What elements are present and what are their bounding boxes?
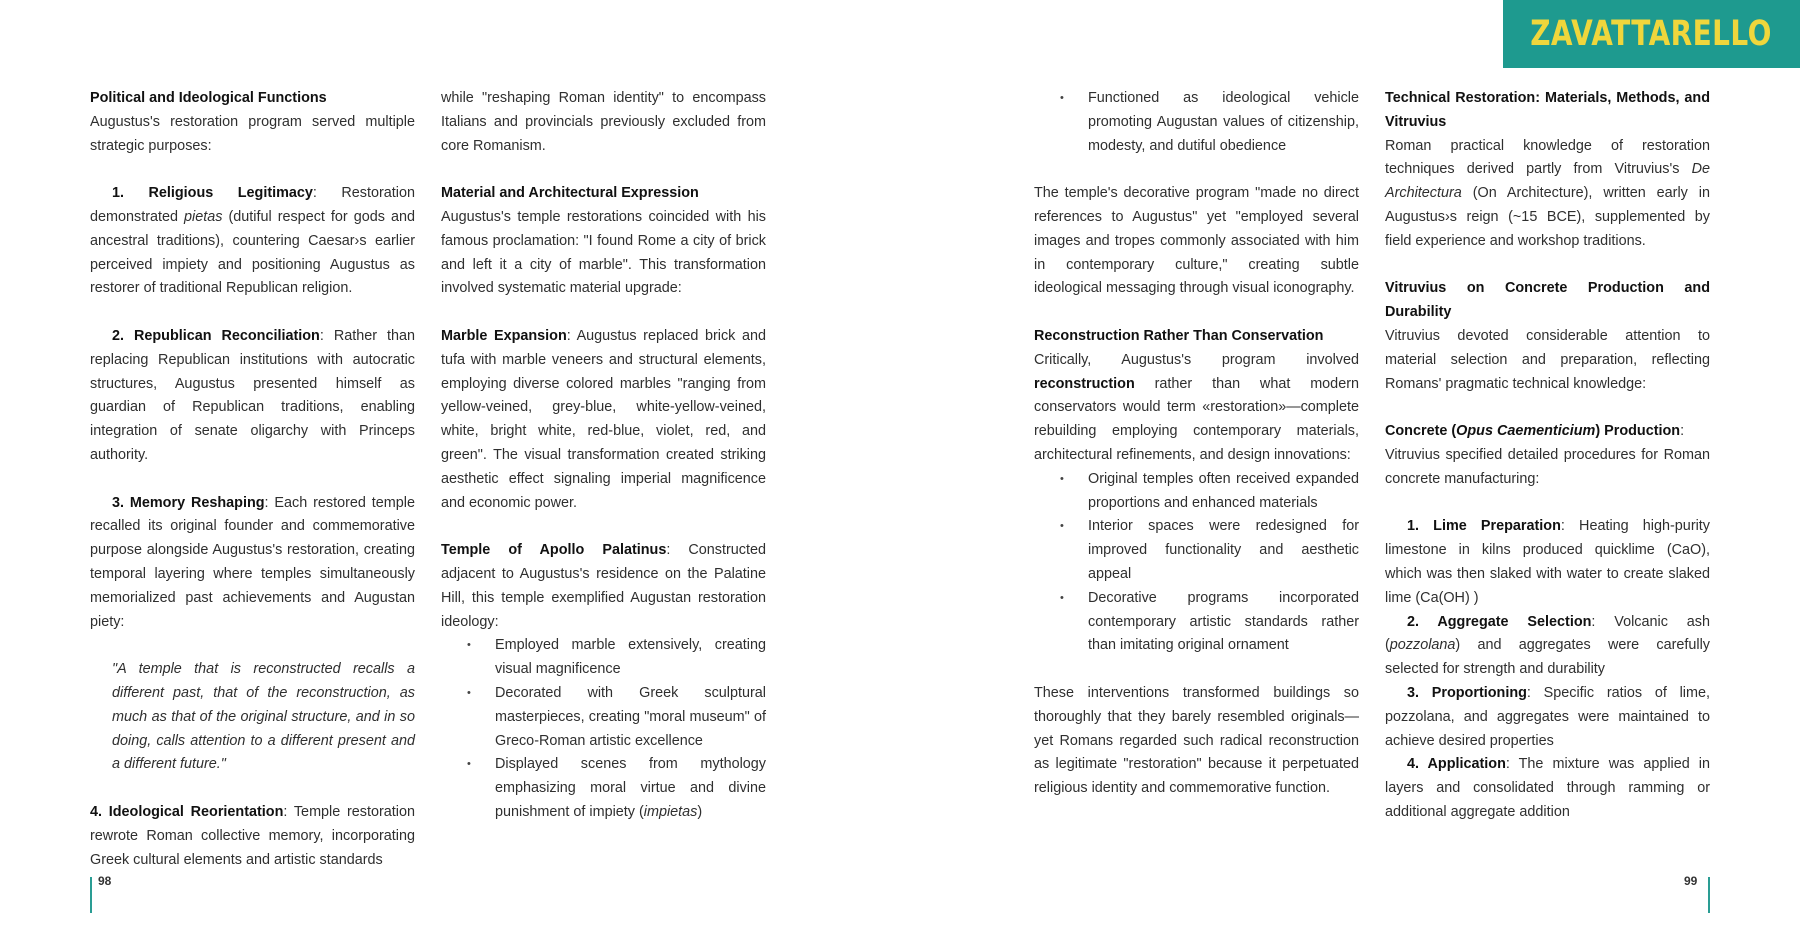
numbered-paragraph: [1385, 682, 1710, 753]
text: : Augustus replaced brick and tufa with marble veneers and structural elements, employing diverse colored marbles "ranging from yellow-veined, grey-blue, white-yellow-veined, white, bright white, red-blue, violet, red, and green". The visual transformation created striking aesthetic effect signaling imperial magnificence and economic power.: [441, 327, 766, 511]
italic-term: Opus Caementicium: [1456, 423, 1596, 440]
section-heading: Material and Architectural Expression: [441, 185, 699, 202]
term-label: 3. Proportioning: [1407, 684, 1527, 701]
paragraph: [1034, 349, 1359, 468]
text: ) and aggregates were carefully selected for strength and durability: [1385, 637, 1710, 678]
text: ) Production: [1595, 423, 1681, 440]
section-heading: Vitruvius on Concrete Production and Durability: [1385, 280, 1710, 321]
text: : Rather than replacing Republican institutions with autocratic structures, Augustus presented himself as guardian of Republican traditions, enabling integration of senate oligarchy with Princeps authority.: [90, 327, 415, 463]
italic-term: pietas: [184, 208, 223, 225]
list-item: • Decorated with Greek sculptural masterpieces, creating "moral museum" of Greco-Roman artistic excellence: [495, 682, 766, 753]
italic-term: pozzolana: [1389, 637, 1456, 654]
bullet-list: [1034, 87, 1359, 158]
column-2: [441, 87, 766, 825]
text: : Specific ratios of lime, pozzolana, and aggregates were maintained to achieve desired properties: [1385, 684, 1710, 749]
bullet-list: [1034, 468, 1359, 658]
paragraph: while "reshaping Roman identity" to encompass Italians and provincials previously excluded from core Romanism.: [441, 90, 766, 154]
list-item: • Functioned as ideological vehicle promoting Augustan values of citizenship, modesty, and dutiful obedience: [1088, 87, 1359, 158]
term-label: Marble Expansion: [441, 327, 567, 344]
term-label: 1. Religious Legitimacy: [112, 185, 313, 202]
block-quote: "A temple that is reconstructed recalls a different past, that of the reconstruction, as much as that of the original structure, and in so doing, calls attention to a different present and a different future.": [112, 661, 415, 773]
text: : Each restored temple recalled its original founder and commemorative purpose alongside Augustus's restoration, creating temporal layering where temples simultaneously memorialized past achievements and Augustan piety:: [90, 494, 415, 630]
folio-rule-left: [90, 877, 92, 913]
list-item: • Original temples often received expanded proportions and enhanced materials: [1088, 468, 1359, 516]
column-4: [1385, 87, 1710, 825]
section-heading: Technical Restoration: Materials, Methods, and Vitruvius: [1385, 90, 1710, 130]
term-label: 2. Aggregate Selection: [1407, 613, 1592, 630]
text: Critically, Augustus's program involved: [1034, 351, 1359, 368]
italic-term: De Architectura: [1385, 161, 1710, 202]
numbered-paragraph: [1385, 753, 1710, 824]
paragraph: Augustus's restoration program served multiple strategic purposes:: [90, 113, 415, 154]
column-3: [1034, 87, 1359, 801]
folio-rule-right: [1708, 877, 1710, 913]
text: (dutiful respect for gods and ancestral traditions), countering Caesar›s earlier perceived impiety and positioning Augustus as restorer of traditional Republican religion.: [90, 208, 415, 297]
text: : Heating high-purity limestone in kilns produced quicklime (CaO), which was then slaked with water to create slaked lime (Ca(OH) ): [1385, 518, 1710, 606]
text: Roman practical knowledge of restoration techniques derived partly from Vitruvius's: [1385, 137, 1710, 178]
column-1: [90, 87, 415, 872]
subheading: [1385, 420, 1710, 444]
paragraph: Vitruvius devoted considerable attention to material selection and preparation, reflecting Romans' pragmatic technical knowledge:: [1385, 327, 1710, 392]
paragraph: [441, 325, 766, 515]
paragraph: Augustus's temple restorations coincided with his famous proclamation: "I found Rome a city of brick and left it a city of marble". This transformation involved systematic material upgrade:: [441, 208, 766, 297]
brand-tab: [1503, 0, 1800, 68]
list-item: • Decorative programs incorporated contemporary artistic standards rather than imitating original ornament: [1088, 587, 1359, 658]
paragraph: The temple's decorative program "made no direct references to Augustus" yet "employed several images and tropes commonly associated with him in contemporary culture," creating subtle ideological messaging through visual iconography.: [1034, 185, 1359, 297]
text: : Temple restoration rewrote Roman collective memory, incorporating Greek cultural elements and artistic standards: [90, 803, 415, 868]
numbered-paragraph: [90, 182, 415, 301]
section-heading: Reconstruction Rather Than Conservation: [1034, 327, 1324, 344]
section-heading: Political and Ideological Functions: [90, 90, 327, 106]
paragraph: Vitruvius specified detailed procedures for Roman concrete manufacturing:: [1385, 446, 1710, 487]
numbered-paragraph: [1385, 611, 1710, 682]
text: Displayed scenes from mythology emphasizing moral virtue and divine punishment of impiety (: [495, 756, 766, 820]
italic-term: impietas: [643, 803, 698, 820]
text: rather than what modern conservators would term «restoration»—complete rebuilding employing contemporary materials, architectural refinements, and design innovations:: [1034, 375, 1359, 463]
text: : Volcanic ash (: [1385, 613, 1710, 654]
bold-term: reconstruction: [1034, 375, 1135, 392]
page-number-right: 99: [1684, 874, 1698, 888]
term-label: Temple of Apollo Palatinus: [441, 542, 667, 559]
paragraph: [441, 539, 766, 634]
term-label: 2. Republican Reconciliation: [112, 327, 320, 344]
text: Concrete (: [1385, 423, 1457, 440]
list-item: • Interior spaces were redesigned for improved functionality and aesthetic appeal: [1088, 515, 1359, 586]
numbered-paragraph: [90, 492, 415, 635]
term-label: 4. Ideological Reorientation: [90, 803, 284, 820]
term-label: 4. Application: [1407, 756, 1506, 773]
text: ): [697, 803, 703, 820]
list-item: • Employed marble extensively, creating visual magnificence: [495, 634, 766, 682]
term-label: 1. Lime Preparation: [1407, 518, 1561, 535]
numbered-paragraph: [1385, 515, 1710, 610]
numbered-paragraph: [90, 801, 415, 872]
term-label: 3. Memory Reshaping: [112, 494, 265, 511]
brand-name: ZAVATTARELLO: [1530, 14, 1773, 54]
text: (On Architecture), written early in Augustus›s reign (~15 BCE), supplemented by field experience and workshop traditions.: [1385, 185, 1710, 249]
paragraph: [1385, 135, 1710, 254]
text: : Constructed adjacent to Augustus's residence on the Palatine Hill, this temple exemplified Augustan restoration ideology:: [441, 542, 766, 630]
paragraph: These interventions transformed buildings so thoroughly that they barely resembled originals—yet Romans regarded such radical reconstruction as legitimate "restoration" because it perpetuated religious identity and commemorative function.: [1034, 684, 1359, 797]
text: : The mixture was applied in layers and consolidated through ramming or additional aggregate addition: [1385, 756, 1710, 820]
page-number-left: 98: [98, 874, 112, 888]
numbered-paragraph: [90, 325, 415, 468]
bullet-list: [441, 634, 766, 824]
text: :: [1680, 423, 1685, 440]
list-item: [495, 753, 766, 824]
text: : Restoration demonstrated: [90, 185, 415, 225]
